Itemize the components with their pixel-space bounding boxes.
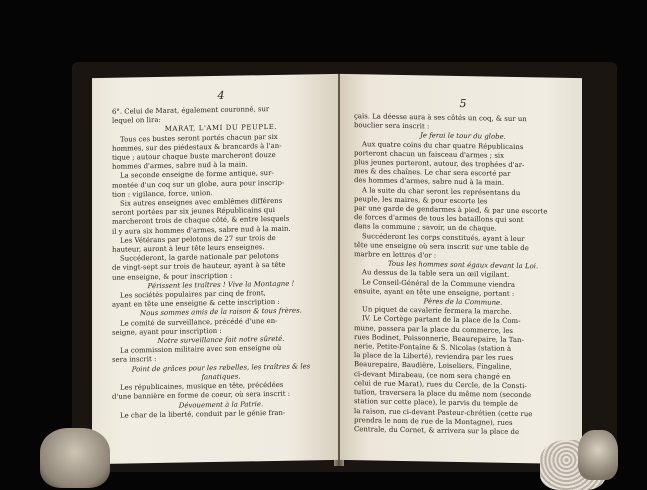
left-page-line: seigne, ayant pour inscription :	[112, 326, 222, 337]
right-page-line: A la suite du char seront les représentans du	[362, 185, 521, 197]
left-page-line: tion : vigilance, force, union.	[112, 188, 213, 199]
right-page-line: ci-devant Mirabeau, (ce nom sera changé en	[354, 369, 511, 381]
left-page-line: Périssent les traîtres ! Vive la Montagne !	[147, 279, 295, 291]
right-page-line: prendra le nom de rue de la Montagne), rues	[354, 415, 513, 427]
right-page-line: station sur cette place), le parvis du temple de	[354, 397, 518, 409]
right-page-line: la place de la Liberté), reviendra par les rues	[354, 351, 514, 363]
right-page-line: tête une enseigne où sera inscrit sur une table de	[354, 240, 529, 253]
right-page-line: par une garde de gendarmes à pied, & par une escorte	[354, 204, 548, 216]
left-page-line: de vingt-sept sur trois de hauteur, ayant à sa tête	[112, 261, 286, 273]
left-page-line: ayant en tête une enseigne & cette inscription :	[112, 298, 280, 310]
left-page-line: Le comité de surveillance, précédé d'une en-	[120, 316, 278, 328]
left-page-line: Succéderont, la garde nationale par pelotons	[120, 252, 279, 263]
right-page-line: ensuite, ayant en tête une enseigne, portant :	[354, 286, 515, 298]
left-page-line: il y aura six hommes d'armes, sabre nud à la main.	[112, 224, 291, 236]
left-page-line: Notre surveillance fait notre sûreté.	[157, 334, 285, 346]
right-page-line: plus jeunes porteront, autour, des trophées d'ar-	[354, 158, 525, 170]
left-hand	[40, 428, 110, 488]
left-page-line: Les Vétérans par pelotons de 27 sur trois de	[120, 233, 276, 245]
left-page-line: montée d'un coq sur un globe, aura pour inscrip-	[112, 178, 285, 190]
right-page-line: la raison, rue ci-devant Pasteur-chrétien (cette rue	[354, 406, 533, 418]
left-page-line: hommes, sur des piédestaux & brancards à l'an-	[112, 141, 282, 153]
right-page-line: celui de rue Marat), rues du Cercle, de la Consti-	[354, 379, 527, 391]
right-page-line: peuple, les maires, & pour escorte les	[354, 194, 488, 206]
left-page-line: tique ; autour chaque buste marcheront douze	[112, 150, 276, 162]
right-page-line: nerie, Petite-Fontaine & S. Nicolas (station à	[354, 342, 512, 353]
right-page-line: çais. La déesse aura à ses côtés un coq, & sur un	[354, 112, 527, 124]
left-page-line: sera inscrit :	[112, 355, 157, 365]
right-page	[340, 74, 582, 464]
left-page-line: 6°. Celui de Marat, également couronné, sur	[112, 105, 270, 116]
right-page-line: dans la commune ; savoir, un de chaque.	[354, 222, 497, 234]
left-page-line: Le char de la liberté, conduit par le génie fran-	[120, 408, 286, 420]
right-page-line: porteront chacun un faisceau d'armes ; six	[354, 148, 505, 160]
left-page-line: Tous ces bustes seront portés chacun par six	[120, 132, 278, 144]
right-page-text	[354, 112, 572, 438]
right-page-line: Aux quatre coins du char quatre Républicains	[362, 139, 524, 151]
left-page-text	[112, 104, 330, 421]
right-page-line: mes & des chaînes. Le char sera escorté par	[354, 167, 511, 179]
right-page-line: IV. Le Cortège partant de la place de la Com-	[362, 314, 521, 326]
left-page-line: une enseigne, & pour inscription :	[112, 271, 233, 282]
right-page-line: bouclier sera inscrit :	[354, 121, 430, 131]
right-page-line: Succéderont les corps constitués, ayant à leur	[362, 231, 525, 243]
left-page-line: marcheront trois de chaque côté, & entre lesquels	[112, 215, 290, 227]
right-page-line: tution, traversera la place du même nom (seconde	[354, 388, 532, 400]
left-page-line: fanatiques.	[201, 372, 241, 382]
left-page-line: hauteur, auront à leur tête leurs enseignes.	[112, 243, 265, 254]
left-page-line: d'une bannière en forme de coeur, où sera inscrit :	[112, 389, 291, 402]
left-page-line: seront portées par six jeunes Républicains qui	[112, 206, 275, 218]
right-page-line: Je ferai le tour du globe.	[420, 131, 506, 142]
left-page-line: MARAT, L'AMI DU PEUPLE.	[164, 123, 278, 134]
left-page-line: hommes d'armes, sabre nud à la main.	[112, 160, 248, 172]
right-page-line: Centrale, du Cornet, & arrivera sur la place de	[354, 425, 520, 436]
right-page-number: 5	[459, 96, 467, 111]
right-page-line: Beaurepaire, Baudière, Loiseliers, Fingaline,	[354, 360, 512, 372]
left-page-line: La seconde enseigne de forme antique, sur-	[120, 169, 274, 181]
right-hand	[578, 430, 618, 480]
right-page-line: Un piquet de cavalerie fermera la marche.	[362, 305, 512, 317]
left-page-line: Dévouement à la Patrie.	[178, 399, 264, 410]
right-page-line: Pères de la Commune.	[423, 297, 503, 307]
right-page-line: Tous les hommes sont égaux devant la Loi.	[387, 259, 539, 271]
right-page-line: Le Conseil-Général de la Commune viendra	[362, 277, 515, 289]
right-page-line: Au dessus de la table sera un œil vigilant.	[362, 268, 510, 280]
left-page-number: 4	[217, 88, 225, 102]
left-page-line: lequel on lira:	[112, 116, 161, 126]
left-page-line: Nous sommes amis de la raison & tous frères.	[140, 306, 302, 318]
right-page-line: des hommes d'armes, sabre nud à la main.	[354, 176, 505, 188]
left-page	[92, 74, 338, 464]
left-page-line: Six autres enseignes avec emblêmes différens	[120, 196, 283, 208]
right-page-line: de forces d'armes de tous les bataillons qui sont	[354, 213, 524, 225]
left-page-line: Les républicaines, musique en tête, précédées	[120, 380, 284, 392]
left-page-line: La commission militaire avec son enseigne où	[120, 344, 282, 355]
left-page-line: Point de grâces pour les rebelles, les traîtres & les	[131, 362, 311, 374]
right-page-line: rues Bodinet, Poissonnerie, Beaurepaire, la Tan-	[354, 333, 524, 344]
left-page-line: Les sociétés populaires par cinq de front,	[120, 289, 266, 300]
right-page-line: mune, passera par la place du commerce, les	[354, 323, 513, 335]
right-page-line: marbre en lettres d'or :	[354, 250, 437, 260]
